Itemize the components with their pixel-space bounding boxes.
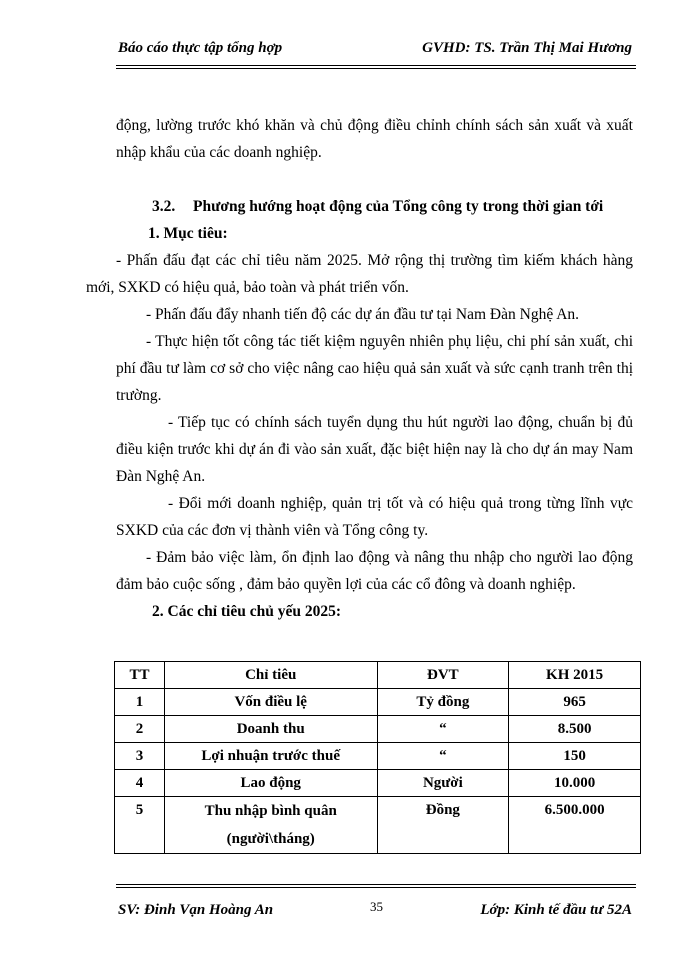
table-cell: 6.500.000	[509, 797, 641, 854]
subheading-muc-tieu: 1. Mục tiêu:	[148, 225, 228, 242]
goal-item-1: - Phấn đấu đạt các chỉ tiêu năm 2025. Mở rộng thị trường tìm kiếm khách hàng mới, SXKD có hiệu quả, bảo toàn và phát triển vốn.	[86, 252, 633, 296]
table-cell: 3	[115, 743, 165, 770]
section-title: Phương hướng hoạt động của Tổng công ty trong thời gian tới	[193, 198, 604, 215]
footer-right: Lớp: Kinh tế đầu tư 52A	[480, 902, 632, 918]
table-cell-multiline	[164, 797, 377, 854]
table-cell: Doanh thu	[164, 716, 377, 743]
section-number: 3.2.	[152, 198, 176, 215]
goal-item-4: - Tiếp tục có chính sách tuyển dụng thu hút người lao động, chuẩn bị đủ điều kiện trước khi dự án đi vào sản xuất, đặc biệt hiện nay là cho dự án may Nam Đàn Nghệ An.	[116, 414, 633, 485]
table-cell: Lao động	[164, 770, 377, 797]
table-header-cell: TT	[115, 662, 165, 689]
header-left: Báo cáo thực tập tổng hợp	[118, 40, 283, 56]
header-rule-2	[116, 68, 636, 69]
table-cell: Tỷ đồng	[377, 689, 509, 716]
table-row	[115, 689, 641, 716]
table-header-cell: ĐVT	[377, 662, 509, 689]
cell-line: Thu nhập bình quân	[204, 803, 337, 819]
paragraph-continue: động, lường trước khó khăn và chủ động điều chỉnh chính sách sản xuất và xuất nhập khẩu của các doanh nghiệp.	[116, 117, 633, 161]
page-number: 35	[370, 899, 383, 914]
goal-item-6: - Đảm bảo việc làm, ổn định lao động và nâng thu nhập cho người lao động đảm bảo cuộc sống , đảm bảo quyền lợi của các cổ đông và doanh nghiệp.	[116, 549, 633, 593]
section-heading-3-2	[116, 193, 633, 220]
footer-left: SV: Đinh Vạn Hoàng An	[118, 902, 274, 918]
table-cell: Vốn điều lệ	[164, 689, 377, 716]
header-right: GVHD: TS. Trần Thị Mai Hương	[422, 40, 632, 56]
table-header-row	[115, 662, 641, 689]
table-cell: Lợi nhuận trước thuế	[164, 743, 377, 770]
table-cell: 8.500	[509, 716, 641, 743]
table-cell: 4	[115, 770, 165, 797]
targets-table	[114, 661, 641, 854]
table-cell: 10.000	[509, 770, 641, 797]
table-row	[115, 743, 641, 770]
table-row	[115, 770, 641, 797]
table-row	[115, 716, 641, 743]
table-header-cell: KH 2015	[509, 662, 641, 689]
goal-item-3: - Thực hiện tốt công tác tiết kiệm nguyên nhiên phụ liệu, chi phí sản xuất, chi phí đầu tư làm cơ sở cho việc nâng cao hiệu quả sản xuất và sức cạnh tranh trên thị trường.	[116, 333, 633, 404]
table-cell: Người	[377, 770, 509, 797]
body-text	[86, 112, 633, 625]
subheading-chi-tieu: 2. Các chỉ tiêu chủ yếu 2025:	[152, 603, 342, 620]
table-cell: 1	[115, 689, 165, 716]
cell-line: (người\tháng)	[226, 831, 315, 847]
table-cell: “	[377, 716, 509, 743]
table-cell: “	[377, 743, 509, 770]
table-cell: Đồng	[377, 797, 509, 854]
footer-rule-2	[116, 887, 636, 888]
table-cell: 2	[115, 716, 165, 743]
table-cell: 150	[509, 743, 641, 770]
table-cell: 5	[115, 797, 165, 854]
table-header-cell: Chỉ tiêu	[164, 662, 377, 689]
table-row	[115, 797, 641, 854]
goal-item-2: - Phấn đấu đẩy nhanh tiến độ các dự án đầu tư tại Nam Đàn Nghệ An.	[146, 306, 580, 323]
goal-item-5: - Đổi mới doanh nghiệp, quản trị tốt và có hiệu quả trong từng lĩnh vực SXKD của các đơn vị thành viên và Tổng công ty.	[116, 495, 633, 539]
table-cell: 965	[509, 689, 641, 716]
footer-rule	[116, 884, 636, 885]
header-rule	[116, 65, 636, 66]
